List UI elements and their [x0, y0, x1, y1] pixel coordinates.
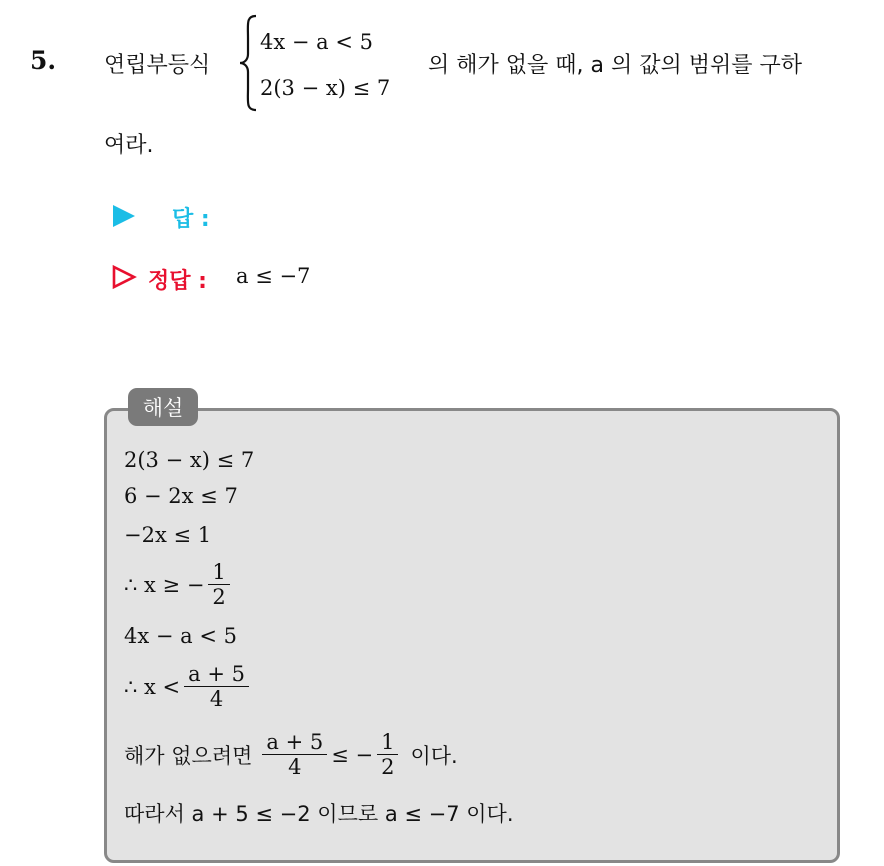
fraction-denominator: 2	[381, 755, 395, 780]
fraction-numerator: 1	[208, 560, 229, 585]
solution-line-6	[124, 662, 253, 711]
solution-line-2: 6 − 2x ≤ 7	[124, 484, 238, 508]
line6-prefix: ∴ x <	[124, 674, 181, 699]
system-brace	[238, 14, 258, 112]
problem-number: 5.	[30, 46, 57, 75]
solution-tag: 해설	[128, 388, 198, 426]
correct-answer-value: a ≤ −7	[236, 264, 311, 288]
correct-answer-label: 정답 :	[148, 269, 207, 294]
line7-prefix: 해가 없으려면	[124, 743, 253, 768]
problem-intro: 연립부등식	[104, 53, 211, 78]
line4-prefix: ∴ x ≥ −	[124, 572, 205, 597]
solution-line-1: 2(3 − x) ≤ 7	[124, 448, 255, 472]
fraction-numerator: 1	[377, 730, 398, 755]
fraction-denominator: 4	[209, 687, 224, 712]
system-inequality-1: 4x − a < 5	[260, 30, 373, 54]
answer-label: 답 :	[172, 207, 210, 232]
fraction-numerator: a + 5	[262, 730, 327, 755]
system-inequality-2: 2(3 − x) ≤ 7	[260, 76, 391, 100]
solution-line-5: 4x − a < 5	[124, 624, 237, 648]
solution-line-3: −2x ≤ 1	[124, 523, 212, 547]
fraction-one-half	[377, 730, 398, 779]
line7-suffix: 이다.	[410, 743, 458, 768]
solution-line-4	[124, 560, 234, 609]
solution-line-7	[124, 730, 458, 779]
fraction-denominator: 4	[288, 755, 302, 780]
solution-line-8: 따라서 a + 5 ≤ −2 이므로 a ≤ −7 이다.	[124, 802, 514, 826]
line7-relation: ≤ −	[331, 742, 374, 767]
fraction-one-half	[208, 560, 229, 609]
fraction-denominator: 2	[212, 585, 226, 610]
fraction-numerator: a + 5	[184, 662, 249, 687]
fraction-a-plus-5-over-4	[184, 662, 249, 711]
outline-triangle-icon	[111, 264, 137, 290]
filled-triangle-icon	[111, 203, 137, 229]
problem-condition: 의 해가 없을 때, a 의 값의 범위를 구하	[428, 53, 802, 78]
fraction-a-plus-5-over-4	[262, 730, 327, 779]
problem-condition-end: 여라.	[104, 133, 154, 158]
